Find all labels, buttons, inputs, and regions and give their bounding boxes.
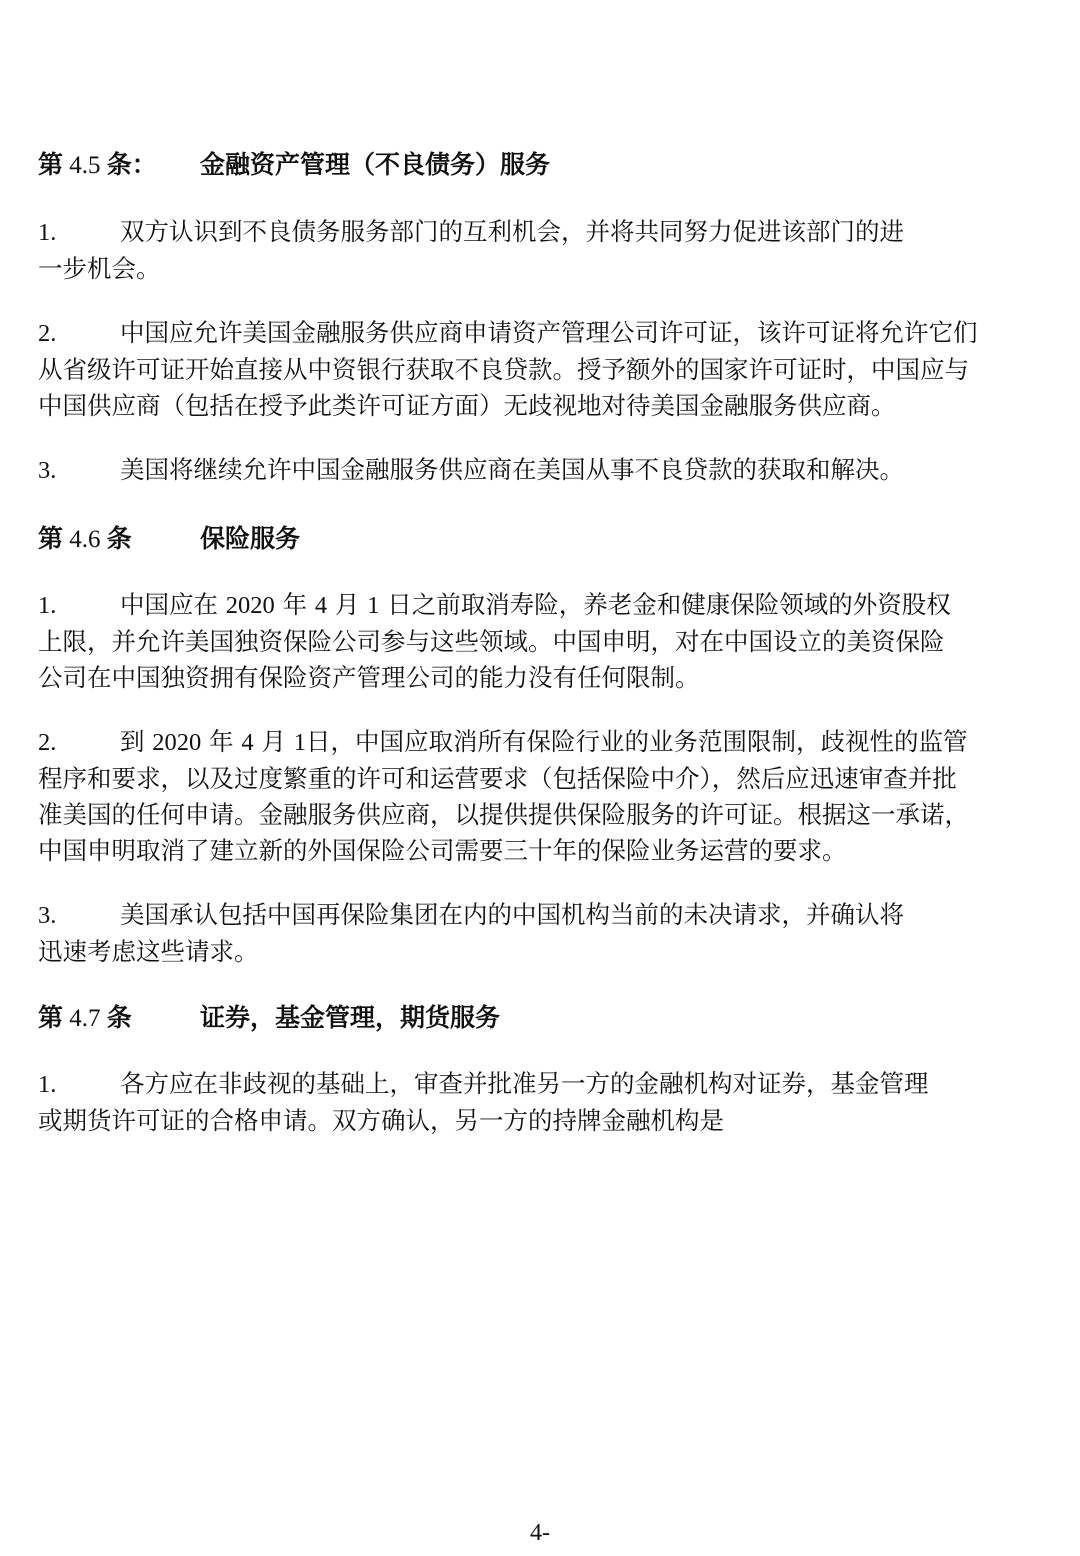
heading-number: 4.7 <box>69 1005 101 1032</box>
line-text: 各方应在非歧视的基础上，审查并批准另一方的金融机构对证券，基金管理 <box>120 1069 929 1098</box>
paragraph-number: 2. <box>38 729 57 756</box>
paragraph-line <box>38 587 1073 624</box>
line-text: 双方认识到不良债务服务部门的互利机会，并将共同努力促进该部门的进 <box>120 217 904 246</box>
page-number: 4- <box>530 1520 550 1546</box>
paragraph-line <box>38 1066 1073 1103</box>
heading-suffix: 条 <box>106 524 132 553</box>
line-text: 中国应在 <box>120 590 218 619</box>
paragraph-4-5-2 <box>38 315 1073 424</box>
month-value: 4 <box>241 729 254 756</box>
day-value: 1 <box>293 729 306 756</box>
paragraph-line: 准美国的任何申请。金融服务供应商，以提供提供保险服务的许可证。根据这一承诺， <box>38 800 969 829</box>
paragraph-number: 3. <box>38 902 57 929</box>
paragraph-line: 公司在中国独资拥有保险资产管理公司的能力没有任何限制。 <box>38 663 700 692</box>
section-heading-4-6 <box>38 522 301 557</box>
heading-number: 4.5 <box>69 152 101 179</box>
paragraph-number: 1. <box>38 1071 57 1098</box>
paragraph-line <box>38 724 1073 761</box>
paragraph-line <box>38 452 1073 489</box>
section-heading-4-5 <box>38 148 551 183</box>
line-text: 到 <box>120 727 145 756</box>
paragraph-4-5-1 <box>38 214 1073 287</box>
year-value: 2020 <box>152 729 202 756</box>
paragraph-4-5-3 <box>38 452 1073 489</box>
paragraph-4-7-1 <box>38 1066 1073 1139</box>
heading-number: 4.6 <box>69 526 101 553</box>
day-value: 1 <box>367 592 380 619</box>
paragraph-line: 中国供应商（包括在授予此类许可证方面）无歧视地对待美国金融服务供应商。 <box>38 391 896 420</box>
heading-prefix: 第 <box>38 150 64 179</box>
paragraph-line: 从省级许可证开始直接从中资银行获取不良贷款。授予额外的国家许可证时，中国应与 <box>38 355 969 384</box>
paragraph-number: 1. <box>38 592 57 619</box>
heading-title: 证券，基金管理，期货服务 <box>200 1003 501 1032</box>
paragraph-line: 迅速考虑这些请求。 <box>38 937 259 966</box>
year-value: 2020 <box>225 592 275 619</box>
paragraph-4-6-1 <box>38 587 1073 696</box>
line-text: 美国承认包括中国再保险集团在内的中国机构当前的未决请求，并确认将 <box>120 900 904 929</box>
paragraph-line: 一步机会。 <box>38 254 161 283</box>
heading-suffix: 条： <box>106 150 157 179</box>
paragraph-number: 1. <box>38 219 57 246</box>
month-value: 4 <box>314 592 328 619</box>
heading-suffix: 条 <box>106 1003 132 1032</box>
paragraph-line: 程序和要求，以及过度繁重的许可和运营要求（包括保险中介），然后应迅速审查并批 <box>38 764 957 793</box>
paragraph-line: 中国申明取消了建立新的外国保险公司需要三十年的保险业务运营的要求。 <box>38 836 847 865</box>
paragraph-line: 上限，并允许美国独资保险公司参与这些领域。中国申明，对在中国设立的美资保险 <box>38 627 945 656</box>
line-text: 月 <box>334 590 360 619</box>
paragraph-line: 或期货许可证的合格申请。双方确认，另一方的持牌金融机构是 <box>38 1106 724 1135</box>
paragraph-number: 3. <box>38 457 57 484</box>
heading-title: 金融资产管理（不良债务）服务 <box>200 150 551 179</box>
paragraph-4-6-2 <box>38 724 1073 869</box>
heading-prefix: 第 <box>38 524 64 553</box>
paragraph-number: 2. <box>38 320 57 347</box>
paragraph-line <box>38 897 1073 934</box>
heading-prefix: 第 <box>38 1003 64 1032</box>
line-text: 美国将继续允许中国金融服务供应商在美国从事不良贷款的获取和解决。 <box>120 455 904 484</box>
line-text: 中国应允许美国金融服务供应商申请资产管理公司许可证，该许可证将允许它们 <box>120 318 978 347</box>
line-text: 日之前取消寿险，养老金和健康保险领域的外资股权 <box>387 590 951 619</box>
heading-title: 保险服务 <box>200 524 301 553</box>
paragraph-line <box>38 315 1073 352</box>
line-text: 年 <box>282 590 308 619</box>
section-heading-4-7 <box>38 1001 501 1036</box>
line-text: 年 <box>209 727 234 756</box>
paragraph-4-6-3 <box>38 897 1073 970</box>
line-text: 月 <box>261 727 286 756</box>
line-text: 日，中国应取消所有保险行业的业务范围限制，歧视性的监管 <box>305 727 968 756</box>
paragraph-line <box>38 214 1073 251</box>
